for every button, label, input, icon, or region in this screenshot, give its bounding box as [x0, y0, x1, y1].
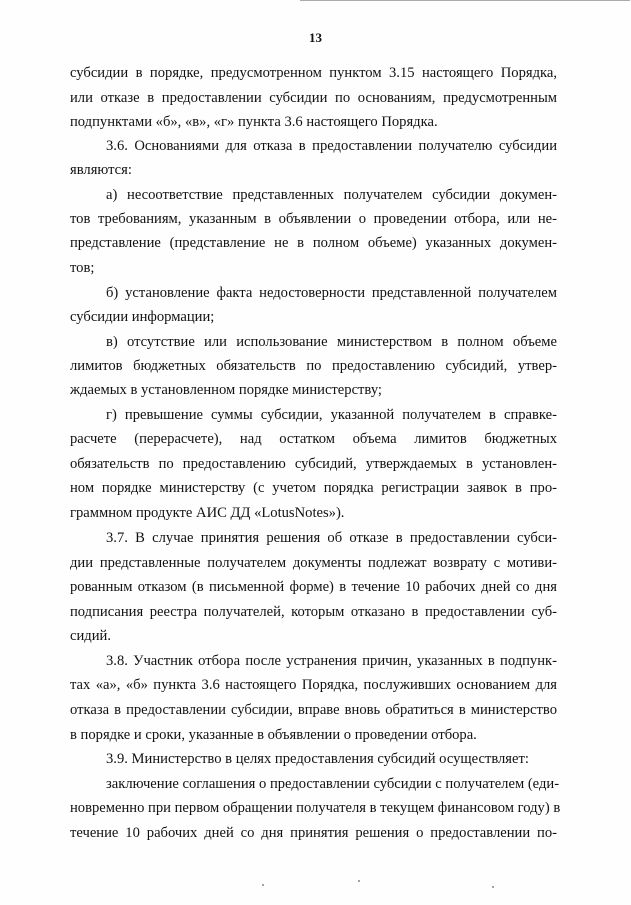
text-line: в порядке и сроки, указанные в объявлении о проведении отбора. [70, 727, 477, 743]
text-line: являются: [70, 162, 132, 178]
text-line: течение 10 рабочих дней со дня принятия решения о предоставлении по- [70, 825, 557, 841]
text-line: граммном продукте АИС ДД «LotusNotes»). [70, 505, 345, 521]
text-line: субсидии в порядке, предусмотренном пунктом 3.15 настоящего Порядка, [70, 65, 557, 81]
scan-edge-mark [300, 0, 630, 1]
text-line: подписания реестра получателей, которым отказано в предоставлении суб- [70, 604, 557, 620]
text-line: лимитов бюджетных обязательств по предоставлению субсидий, утвер- [70, 358, 557, 374]
item-a: а) несоответствие представленных получателем субсидии докумен- [106, 187, 557, 203]
text-line: тов требованиям, указанным в объявлении о проведении отбора, или не- [70, 211, 557, 227]
text-line: отказа в предоставлении субсидии, вправе вновь обратиться в министерство [70, 702, 557, 718]
paragraph-3-8: 3.8. Участник отбора после устранения причин, указанных в подпунк- [106, 653, 557, 669]
text-line: новременно при первом обращении получателя в текущем финансовом году) в [70, 800, 561, 816]
text-line: расчете (перерасчете), над остатком объема лимитов бюджетных [70, 431, 557, 447]
text-line: заключение соглашения о предоставлении субсидии с получателем (еди- [106, 776, 560, 792]
text-line: сидий. [70, 628, 111, 644]
scan-noise [358, 880, 360, 882]
paragraph-3-6-heading: 3.6. Основаниями для отказа в предоставлении получателю субсидии [106, 138, 557, 154]
text-line: или отказе в предоставлении субсидии по основаниям, предусмотренным [70, 90, 557, 106]
item-b: б) установление факта недостоверности представленной получателем [106, 285, 557, 301]
item-g: г) превышение суммы субсидии, указанной получателем в справке- [106, 407, 557, 423]
text-line: тов; [70, 260, 95, 276]
paragraph-3-7: 3.7. В случае принятия решения об отказе в предоставлении субси- [106, 530, 557, 546]
text-line: представление (представление не в полном объеме) указанных докумен- [70, 235, 557, 251]
text-line: рованным отказом (в письменной форме) в течение 10 рабочих дней со дня [70, 579, 557, 595]
text-line: тах «а», «б» пункта 3.6 настоящего Порядка, послуживших основанием для [70, 677, 557, 693]
page-number: 13 [309, 30, 322, 45]
text-line: подпунктами «б», «в», «г» пункта 3.6 настоящего Порядка. [70, 114, 438, 130]
text-line: обязательств по предоставлению субсидий, утверждаемых в установлен- [70, 456, 557, 472]
paragraph-3-9: 3.9. Министерство в целях предоставления субсидий осуществляет: [106, 751, 529, 767]
text-line: субсидии информации; [70, 309, 215, 325]
scan-noise [262, 884, 264, 886]
text-line: ждаемых в установленном порядке министерству; [70, 382, 382, 398]
text-line: ном порядке министерству (с учетом порядка регистрации заявок в про- [70, 480, 557, 496]
scan-noise [492, 886, 494, 888]
text-line: дии представленные получателем документы подлежат возврату с мотиви- [70, 555, 557, 571]
item-v: в) отсутствие или использование министерством в полном объеме [106, 334, 557, 350]
